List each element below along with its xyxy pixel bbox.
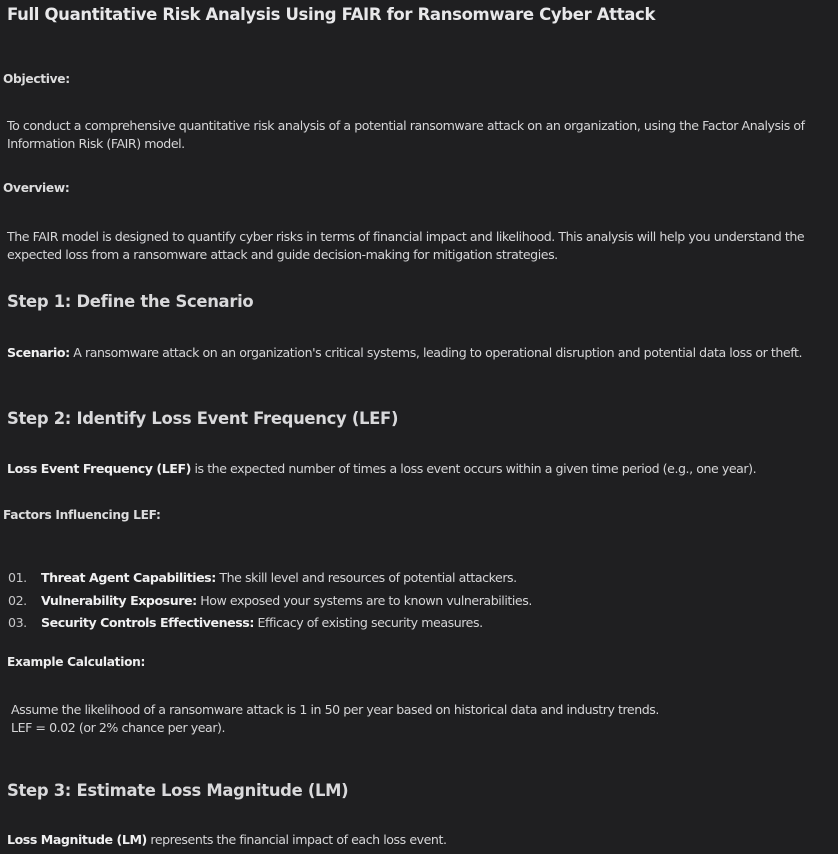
example-line-1: Assume the likelihood of a ransomware attack is 1 in 50 per year based on historical data and industry trends. [11, 702, 659, 717]
step1-scenario [7, 344, 807, 362]
objective-text: To conduct a comprehensive quantitative risk analysis of a potential ransomware attack on an organization, using the Factor Analysis of Information Risk (FAIR) model. [7, 118, 805, 151]
scenario-text: A ransomware attack on an organization's critical systems, leading to operational disruption and potential data loss or theft. [69, 345, 803, 360]
factor-term: Security Controls Effectiveness: [41, 615, 254, 630]
factor-text: Efficacy of existing security measures. [253, 615, 483, 630]
factor-text: How exposed your systems are to known vulnerabilities. [196, 592, 532, 608]
objective-label: Objective: [3, 72, 70, 86]
lm-definition [7, 831, 807, 849]
factor-text: The skill level and resources of potential attackers. [215, 570, 517, 585]
scenario-term: Scenario: [7, 345, 70, 360]
lef-text: is the expected number of times a loss event occurs within a given time period (e.g., one year). [190, 461, 757, 476]
list-item [8, 590, 708, 613]
step2-heading: Step 2: Identify Loss Event Frequency (LEF) [7, 409, 399, 428]
step1-heading: Step 1: Define the Scenario [7, 292, 254, 311]
lef-definition [7, 460, 827, 478]
step3-heading: Step 3: Estimate Loss Magnitude (LM) [7, 781, 349, 800]
list-number: 03. [8, 615, 27, 630]
overview-text: The FAIR model is designed to quantify cyber risks in terms of financial impact and likelihood. This analysis will help you understand the expected loss from a ransomware attack and guide decision-making for mitigation strategies. [7, 229, 805, 262]
example-line-2: LEF = 0.02 (or 2% chance per year). [11, 720, 226, 735]
factors-list [8, 567, 708, 635]
factor-term: Threat Agent Capabilities: [41, 570, 216, 585]
example-label: Example Calculation: [7, 655, 146, 669]
list-item [8, 612, 708, 635]
list-number: 01. [8, 570, 27, 585]
lm-term: Loss Magnitude (LM) [7, 832, 147, 847]
overview-label: Overview: [3, 181, 70, 195]
page-title: Full Quantitative Risk Analysis Using FAIR for Ransomware Cyber Attack [7, 5, 656, 24]
factors-label: Factors Influencing LEF: [3, 508, 161, 522]
list-item [8, 567, 708, 590]
lef-term: Loss Event Frequency (LEF) [7, 461, 191, 476]
factor-term: Vulnerability Exposure: [41, 592, 197, 608]
list-number: 02. [8, 592, 27, 608]
lm-text: represents the financial impact of each loss event. [146, 832, 447, 847]
